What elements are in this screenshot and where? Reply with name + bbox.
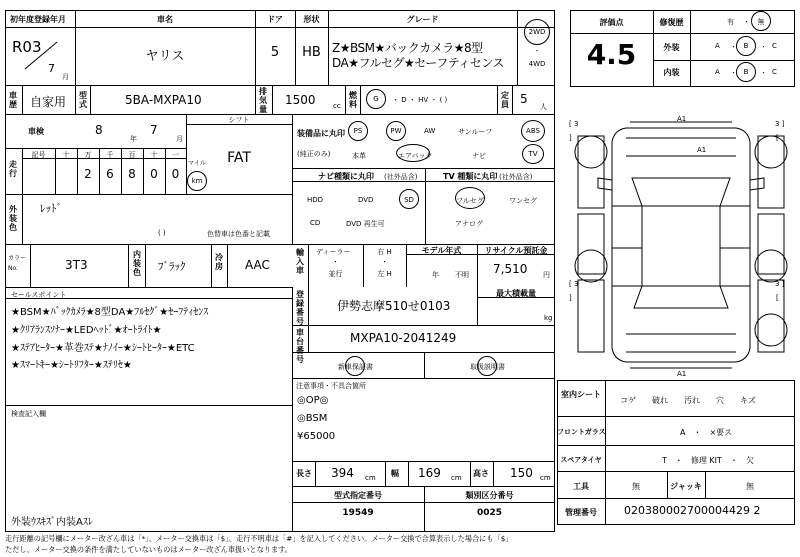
diagram-panel-3c-close: ] [569, 294, 572, 302]
length-label: 長さ [296, 469, 312, 478]
car-damage-diagram [566, 108, 796, 378]
digit-6: 0 [171, 167, 180, 181]
drive-dot: ・ [533, 47, 541, 55]
ac-value: AAC [245, 258, 270, 272]
mgmt-no: 020380002700004429 2 [624, 504, 761, 517]
cc-unit: cc [333, 102, 341, 110]
grade-line2: DA★フルセグ★セーフティセンス [332, 56, 504, 70]
diagram-panel-3b-open: [ [776, 134, 779, 142]
diagram-a1-bot: A1 [677, 370, 687, 378]
digit-4: 8 [128, 167, 136, 181]
equip-leather: 本革 [352, 152, 366, 160]
int-color-label: 内装色 [133, 250, 141, 277]
shift-label: シフト [228, 116, 250, 124]
int-sep1: ・ [730, 69, 737, 77]
inspection-year: 8 [95, 123, 103, 137]
digit-3: 6 [106, 167, 114, 181]
windshield-label: フロントガラス [557, 428, 606, 436]
model-year-label: モデル年式 [421, 246, 462, 255]
km-label: km [191, 177, 203, 185]
grade-line1: Z★BSM★バックカメラ★8型 [332, 41, 483, 55]
mark-label: 記号 [31, 151, 46, 159]
notes-line-1: ◎OP◎ [297, 395, 329, 406]
navi-hdd: HDD [307, 196, 324, 204]
exterior-label: 外装 [663, 43, 680, 52]
height-unit: cm [540, 474, 551, 482]
reg-no: 伊勢志摩510せ0103 [337, 299, 451, 313]
int-a: A [715, 68, 720, 76]
int-c: C [772, 68, 777, 76]
fuel-label: 燃料 [349, 91, 357, 109]
digit-2: 2 [84, 167, 92, 181]
int-b: B [743, 68, 749, 76]
digit-head-2: 万 [84, 151, 92, 159]
inspection-month: 7 [150, 123, 158, 137]
ext-color-label: 外装色 [9, 205, 17, 232]
shape-value: HB [302, 45, 321, 60]
type-no-label: 型式指定番号 [334, 491, 382, 500]
displacement-label: 排気量 [259, 87, 267, 114]
import-label: 輸入車 [296, 248, 304, 275]
repair-history-label: 修復歴 [659, 18, 684, 27]
length-value: 394 [331, 466, 354, 480]
tools-label: 工具 [573, 482, 589, 491]
owner-manual: 取扱説明書 [470, 363, 505, 371]
navi-type-label: ナビ種類に丸印 [318, 172, 374, 181]
recycle-label: リサイクル預託金 [484, 246, 548, 255]
max-load-unit: kg [544, 314, 553, 322]
model-year-unknown: 不明 [455, 271, 469, 279]
color-no: 3T3 [65, 258, 88, 272]
first-reg-month: 7 [48, 62, 55, 75]
spare-tire-label: スペアタイヤ [560, 456, 602, 464]
tv-type-label: TV 種類に丸印 [443, 172, 498, 181]
month-unit: 月 [176, 135, 183, 143]
ext-b: B [743, 42, 749, 50]
score-label: 評価点 [599, 18, 624, 27]
diagram-panel-3a: [ 3 [569, 120, 579, 128]
notes-label: 注意事項・不具合箇所 [296, 382, 366, 390]
ac-label: 冷房 [215, 253, 223, 271]
capacity-label: 定員 [501, 91, 509, 109]
digit-head-1: 十 [62, 151, 70, 159]
ext-color-value: ﾚｯﾄﾞ [40, 202, 62, 215]
diagram-panel-3d-open: [ [776, 294, 779, 302]
shape-label: 形状 [303, 15, 320, 24]
model-code: 5BA-MXPA10 [125, 93, 202, 107]
class-no: 0025 [476, 508, 503, 518]
jack-label: ジャッキ [670, 482, 702, 491]
mgmt-no-label: 管理番号 [565, 508, 597, 517]
equip-sub-label: (純正のみ) [297, 150, 331, 158]
diagram-panel-3d: 3 ] [775, 280, 785, 288]
repair-dot: ・ [743, 18, 750, 26]
score-value: 4.5 [586, 38, 637, 71]
equip-aw: AW [424, 127, 436, 135]
first-reg-label: 初年度登録年月 [10, 15, 66, 24]
recycle-fee: 7,510 [493, 262, 528, 276]
diagram-a1-top: A1 [677, 115, 687, 123]
fuel-other: ・ D ・ HV ・ ( ) [392, 96, 448, 104]
diagram-panel-3c: [ 3 [569, 280, 579, 288]
width-value: 169 [418, 466, 441, 480]
height-label: 高さ [473, 469, 489, 478]
digit-head-5: 十 [150, 151, 158, 159]
displacement: 1500 [285, 93, 316, 107]
repair-no: 無 [757, 18, 765, 26]
navi-type-sub: (社外品含) [384, 173, 418, 181]
capacity-unit: 人 [540, 103, 547, 111]
drive-4wd: 4WD [528, 60, 546, 68]
capacity: 5 [520, 92, 528, 106]
import-left: 左 H [377, 270, 392, 278]
import-parallel: 並行 [328, 270, 343, 278]
navi-dvd-play: DVD 再生可 [346, 220, 385, 228]
digit-5: 0 [150, 167, 158, 181]
model-label: 型式 [79, 91, 87, 109]
frame-no-label: 車台番号 [296, 328, 304, 364]
door-count: 5 [270, 45, 280, 60]
color-no-label: カラーNo. [8, 255, 27, 272]
height-value: 150 [510, 466, 533, 480]
width-unit: cm [451, 474, 462, 482]
usage-value: 自家用 [30, 95, 67, 109]
equip-ps: PS [353, 127, 363, 135]
equip-abs: ABS [526, 127, 540, 135]
first-reg-year: R03 [12, 38, 42, 56]
tv-type-sub: (社外品含) [499, 173, 533, 181]
ext-color-paren: ( ) [158, 229, 166, 237]
tv-oneseg: ワンセグ [509, 197, 537, 205]
length-unit: cm [365, 474, 376, 482]
inspector-label: 検査記入欄 [11, 410, 46, 418]
grade-label: グレード [406, 15, 439, 24]
import-dealer: ディーラー [316, 248, 351, 256]
interior-label: 内装 [663, 68, 680, 77]
ext-sep2: ・ [760, 43, 767, 51]
footer-note-2: ただし、メーター交換の条件を満たしていないものはメーター改ざん車扱いとなります。 [5, 545, 292, 554]
seat-label: 室内シート [561, 390, 601, 399]
type-no: 19549 [342, 508, 374, 518]
seat-options: コゲ 破れ 汚れ 穴 キズ [620, 396, 756, 405]
sales-line-4: ★ｽﾏｰﾄｷｰ★ｼｰﾄﾘﾌﾀｰ★ｽﾃﾘｾ★ [11, 360, 132, 371]
year-unit: 年 [130, 135, 137, 143]
new-car-warranty: 新車保証書 [338, 363, 373, 371]
diagram-panel-3a-close: ] [569, 134, 572, 142]
shift-value: FAT [227, 150, 251, 166]
sales-line-3: ★ｽﾃｱﾋｰﾀｰ★革巻ｽﾃ★ﾅﾉｲｰ★ｼｰﾄﾋｰﾀｰ★ETC [11, 343, 195, 354]
jack-value: 無 [746, 482, 754, 491]
diagram-panel-3b: 3 ] [775, 120, 785, 128]
mile-label: マイル [188, 160, 206, 167]
sales-line-2: ★ｸﾘｱﾗﾝｽｿﾅｰ★LEDﾍｯﾄﾞ★ｵｰﾄﾗｲﾄ★ [11, 325, 162, 336]
navi-sd: SD [404, 196, 414, 204]
navi-dvd: DVD [358, 196, 374, 204]
footer-note-1: 走行距離の記号欄にメーター改ざん車は「*」、メーター交換車は「$」、走行不明車は「#」を記入してください。メーター交換で合算表示した場合にも「$」 [5, 534, 513, 543]
equip-sunroof: サンルーフ [458, 128, 493, 136]
mileage-label: 走行 [9, 160, 17, 178]
tv-fullseg: フルセグ [456, 197, 484, 205]
inspection-label: 車検 [28, 127, 44, 136]
width-label: 幅 [391, 469, 399, 478]
digit-head-6: 一 [172, 151, 179, 159]
frame-no: MXPA10-2041249 [350, 331, 457, 345]
max-load-label: 最大積載量 [496, 289, 536, 298]
drive-2wd: 2WD [528, 28, 546, 36]
equip-airbag: エアバック [398, 152, 433, 160]
tools-value: 無 [632, 482, 640, 491]
navi-cd: CD [310, 219, 321, 227]
inspector-note: 外装ｳｽｷｽﾞ内装Aｽﾚ [11, 517, 93, 528]
tv-analog: アナログ [455, 220, 483, 228]
class-no-label: 類別区分番号 [465, 491, 514, 500]
door-label: ドア [267, 15, 283, 24]
reg-no-label: 登録番号 [296, 290, 304, 326]
digit-head-4: 百 [128, 151, 136, 159]
spare-tire-options: T ・ 修理 KIT ・ 欠 [662, 456, 754, 465]
notes-line-3: ¥65000 [297, 431, 336, 442]
recycle-unit: 円 [543, 271, 550, 279]
equip-navi: ナビ [472, 152, 486, 160]
ext-c: C [772, 42, 777, 50]
import-dot2: ・ [381, 258, 388, 266]
repair-yes: 有 [727, 18, 734, 26]
ext-color-note: 色替車は色番と記載 [207, 230, 270, 238]
int-sep2: ・ [760, 69, 767, 77]
import-dot1: ・ [332, 258, 339, 266]
car-name-label: 車名 [157, 15, 173, 24]
int-color-value: ﾌﾞﾗｯｸ [158, 260, 186, 273]
sales-label: セールスポイント [11, 291, 67, 299]
equip-label: 装備品に丸印 [297, 129, 345, 138]
sales-line-1: ★BSM★ﾊﾞｯｸｶﾒﾗ★8型DA★ﾌﾙｾｸﾞ★ｾｰﾌﾃｨｾﾝｽ [11, 307, 209, 318]
first-reg-month-unit: 月 [62, 73, 69, 81]
ext-a: A [715, 42, 720, 50]
windshield-options: A ・ ×要ス [680, 428, 733, 437]
model-year-unit: 年 [432, 271, 439, 279]
digit-head-3: 千 [106, 151, 114, 159]
car-name: ヤリス [145, 49, 185, 64]
notes-line-2: ◎BSM [297, 413, 328, 424]
fuel-g: G [373, 95, 379, 103]
ext-sep1: ・ [730, 43, 737, 51]
import-right: 右 H [377, 248, 392, 256]
history-label: 車歴 [9, 91, 17, 109]
diagram-a1-mid: A1 [697, 146, 707, 154]
equip-pw: PW [390, 127, 402, 135]
equip-tv: TV [528, 150, 538, 158]
